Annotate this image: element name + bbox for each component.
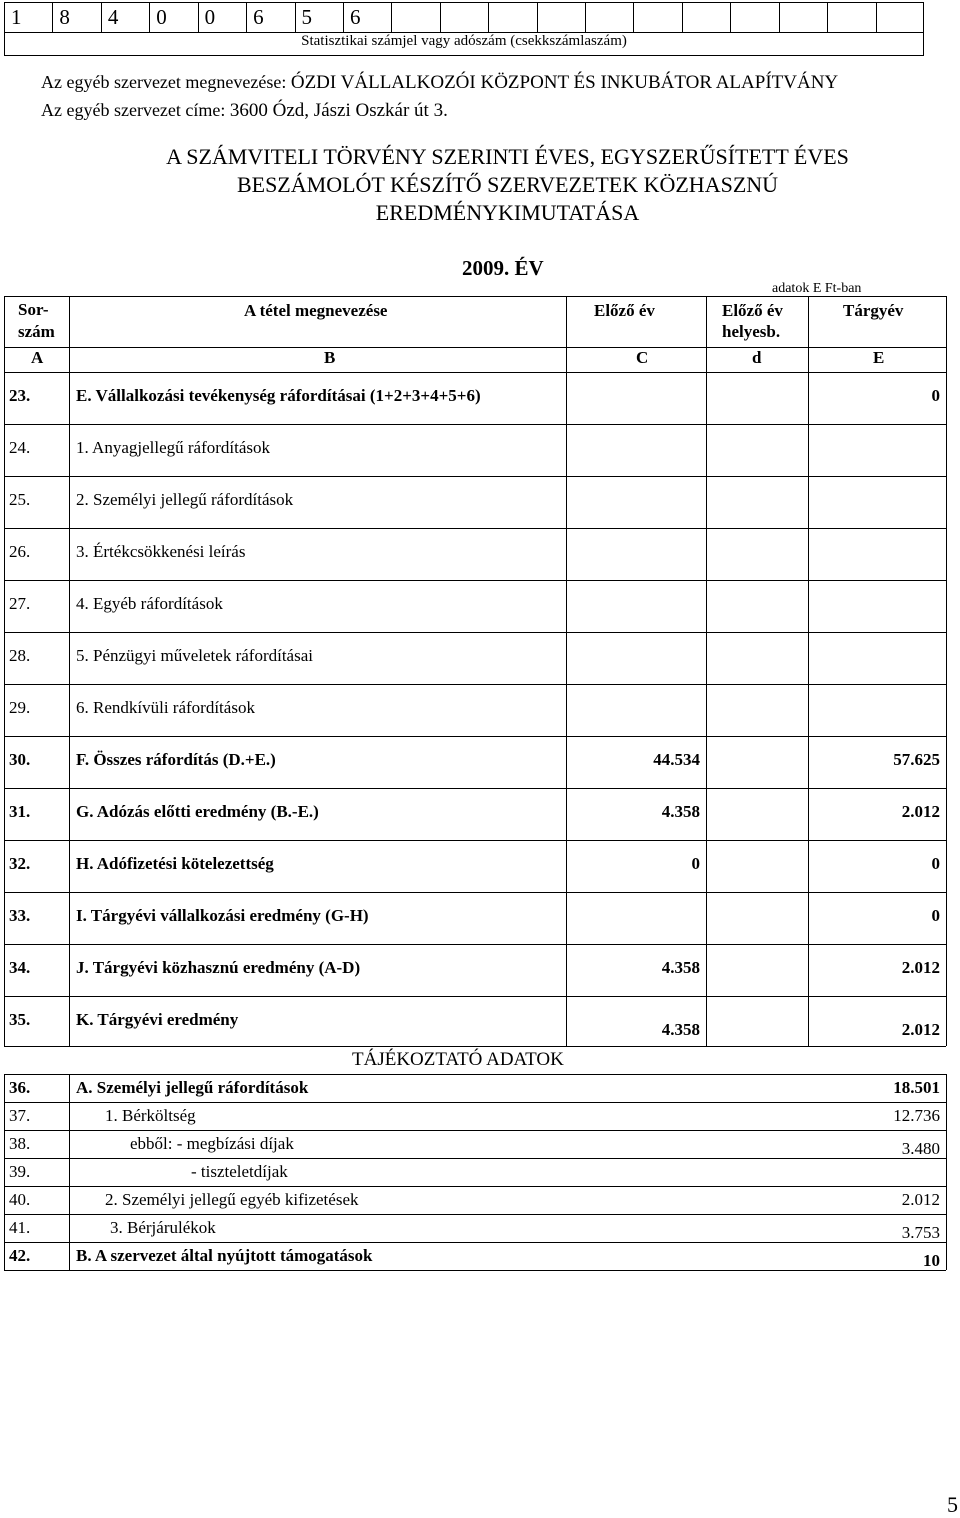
- org-address-label: Az egyéb szervezet címe:: [41, 100, 226, 120]
- row-divider: [4, 580, 946, 581]
- info-row-value: 10: [923, 1251, 940, 1270]
- tax-digit-cell: [780, 3, 828, 32]
- info-row-label: ebből: - megbízási díjak: [130, 1134, 294, 1153]
- title-line-1: A SZÁMVITELI TÖRVÉNY SZERINTI ÉVES, EGYSZERŰSÍTETT ÉVES: [166, 144, 849, 169]
- row-divider: [4, 1046, 946, 1047]
- row-divider: [4, 684, 946, 685]
- header-col-d-line2: helyesb.: [722, 322, 781, 341]
- tax-digit-cell: [538, 3, 586, 32]
- row-prev-year-value: 4.358: [661, 958, 700, 977]
- header-letter: E: [873, 348, 885, 367]
- row-number: 33.: [9, 906, 31, 925]
- info-row-number: 41.: [9, 1218, 31, 1237]
- info-row-number: 37.: [9, 1106, 31, 1125]
- tax-digit-cell: [586, 3, 634, 32]
- row-label: K. Tárgyévi eredmény: [76, 1010, 239, 1029]
- row-divider: [4, 1214, 946, 1215]
- row-prev-year-value: 4.358: [661, 1020, 700, 1039]
- row-label: G. Adózás előtti eredmény (B.-E.): [76, 802, 319, 821]
- row-number: 32.: [9, 854, 31, 873]
- info-row-number: 39.: [9, 1162, 31, 1181]
- tax-digit-cell: [828, 3, 876, 32]
- info-row-label: A. Személyi jellegű ráfordítások: [76, 1078, 309, 1097]
- org-name-value: ÓZDI VÁLLALKOZÓI KÖZPONT ÉS INKUBÁTOR ALAPÍTVÁNY: [290, 72, 839, 93]
- row-label: 6. Rendkívüli ráfordítások: [76, 698, 255, 717]
- org-name-label: Az egyéb szervezet megnevezése:: [41, 72, 287, 92]
- info-row-number: 42.: [9, 1246, 31, 1265]
- tax-digit-cell: 6: [247, 3, 295, 32]
- row-label: 2. Személyi jellegű ráfordítások: [76, 490, 294, 509]
- tax-number-box: [4, 2, 924, 56]
- header-letter: A: [31, 348, 44, 367]
- column-divider: [566, 296, 567, 1046]
- row-label: 3. Értékcsökkenési leírás: [76, 542, 246, 561]
- row-divider: [4, 528, 946, 529]
- row-number: 28.: [9, 646, 31, 665]
- header-col-b: A tétel megnevezése: [244, 301, 388, 320]
- row-divider: [4, 347, 946, 348]
- row-label: F. Összes ráfordítás (D.+E.): [76, 750, 276, 769]
- column-divider: [946, 1074, 947, 1270]
- row-label: I. Tárgyévi vállalkozási eredmény (G-H): [76, 906, 369, 925]
- org-address-line: [41, 100, 448, 122]
- row-divider: [4, 1242, 946, 1243]
- header-col-a-line2: szám: [18, 322, 55, 341]
- row-current-year-value: 2.012: [901, 958, 940, 977]
- info-row-value: 12.736: [893, 1106, 940, 1125]
- row-prev-year-value: 4.358: [661, 802, 700, 821]
- tax-digit-cell: 8: [53, 3, 101, 32]
- row-divider: [4, 424, 946, 425]
- row-number: 23.: [9, 386, 31, 405]
- column-divider: [4, 296, 5, 1046]
- column-divider: [946, 296, 947, 1046]
- tax-digit-cell: 0: [199, 3, 247, 32]
- row-current-year-value: 0: [931, 854, 940, 873]
- row-current-year-value: 57.625: [893, 750, 940, 769]
- row-divider: [4, 840, 946, 841]
- row-label: 1. Anyagjellegű ráfordítások: [76, 438, 271, 457]
- title-line-2: BESZÁMOLÓT KÉSZÍTŐ SZERVEZETEK KÖZHASZNÚ: [236, 172, 779, 197]
- unit-note: adatok E Ft-ban: [772, 281, 862, 296]
- row-label: H. Adófizetési kötelezettség: [76, 854, 274, 873]
- row-divider: [4, 296, 946, 297]
- row-number: 34.: [9, 958, 31, 977]
- row-number: 30.: [9, 750, 31, 769]
- info-row-label: - tiszteletdíjak: [191, 1162, 288, 1181]
- row-current-year-value: 2.012: [901, 1020, 940, 1039]
- row-divider: [4, 372, 946, 373]
- row-number: 31.: [9, 802, 31, 821]
- tax-digit-cell: 0: [150, 3, 198, 32]
- row-divider: [4, 476, 946, 477]
- header-col-e: Tárgyév: [843, 301, 904, 320]
- row-number: 26.: [9, 542, 31, 561]
- header-letter: B: [324, 348, 336, 367]
- row-divider: [4, 996, 946, 997]
- tax-digit-cell: 1: [5, 3, 53, 32]
- info-row-label: 1. Bérköltség: [105, 1106, 196, 1125]
- row-prev-year-value: 44.534: [653, 750, 700, 769]
- row-divider: [4, 632, 946, 633]
- row-divider: [4, 1074, 946, 1075]
- column-divider: [4, 1074, 5, 1270]
- row-label: 5. Pénzügyi műveletek ráfordításai: [76, 646, 313, 665]
- row-divider: [4, 944, 946, 945]
- tax-digit-cell: 6: [344, 3, 392, 32]
- row-divider: [4, 892, 946, 893]
- header-letter: d: [752, 348, 762, 367]
- info-section-title: TÁJÉKOZTATÓ ADATOK: [352, 1049, 564, 1070]
- tax-digit-cell: [683, 3, 731, 32]
- column-divider: [69, 1074, 70, 1270]
- tax-digit-cell: 4: [102, 3, 150, 32]
- row-number: 27.: [9, 594, 31, 613]
- row-label: E. Vállalkozási tevékenység ráfordításai (1+2+3+4+5+6): [76, 386, 481, 405]
- tax-digit-cell: [634, 3, 682, 32]
- tax-number-digits: [5, 3, 923, 32]
- column-divider: [808, 296, 809, 1046]
- row-divider: [4, 1270, 946, 1271]
- row-number: 29.: [9, 698, 31, 717]
- header-col-a-line1: Sor-: [18, 300, 49, 319]
- row-current-year-value: 2.012: [901, 802, 940, 821]
- tax-digit-cell: [392, 3, 440, 32]
- info-row-value: 2.012: [901, 1190, 940, 1209]
- org-name-line: [41, 72, 838, 94]
- page-number: 5: [947, 1492, 958, 1517]
- row-current-year-value: 0: [931, 906, 940, 925]
- column-divider: [706, 296, 707, 1046]
- row-current-year-value: 0: [931, 386, 940, 405]
- org-address-value: 3600 Ózd, Jászi Oszkár út 3.: [229, 100, 448, 121]
- row-label: 4. Egyéb ráfordítások: [76, 594, 223, 613]
- info-row-number: 38.: [9, 1134, 31, 1153]
- info-row-label: 3. Bérjárulékok: [110, 1218, 216, 1237]
- info-row-number: 40.: [9, 1190, 31, 1209]
- tax-digit-cell: 5: [296, 3, 344, 32]
- tax-digit-cell: [877, 3, 925, 32]
- row-divider: [4, 1102, 946, 1103]
- tax-digit-cell: [731, 3, 779, 32]
- info-row-value: 18.501: [893, 1078, 940, 1097]
- row-divider: [4, 1130, 946, 1131]
- info-row-label: B. A szervezet által nyújtott támogatások: [76, 1246, 373, 1265]
- header-col-c: Előző év: [594, 301, 655, 320]
- tax-digit-cell: [441, 3, 489, 32]
- header-col-d-line1: Előző év: [722, 301, 783, 320]
- info-row-value: 3.753: [901, 1223, 940, 1242]
- header-letter: C: [636, 348, 649, 367]
- row-divider: [4, 1186, 946, 1187]
- row-divider: [4, 788, 946, 789]
- row-number: 24.: [9, 438, 31, 457]
- tax-number-caption: Statisztikai számjel vagy adószám (csekkszámlaszám): [301, 33, 627, 49]
- row-divider: [4, 1158, 946, 1159]
- info-row-number: 36.: [9, 1078, 31, 1097]
- tax-digit-cell: [489, 3, 537, 32]
- title-line-3: EREDMÉNYKIMUTATÁSA: [375, 200, 640, 225]
- row-number: 35.: [9, 1010, 31, 1029]
- row-prev-year-value: 0: [691, 854, 700, 873]
- info-row-label: 2. Személyi jellegű egyéb kifizetések: [105, 1190, 359, 1209]
- row-number: 25.: [9, 490, 31, 509]
- row-label: J. Tárgyévi közhasznú eredmény (A-D): [76, 958, 361, 977]
- row-divider: [4, 736, 946, 737]
- info-row-value: 3.480: [901, 1139, 940, 1158]
- report-year: 2009. ÉV: [462, 256, 544, 280]
- column-divider: [69, 296, 70, 1046]
